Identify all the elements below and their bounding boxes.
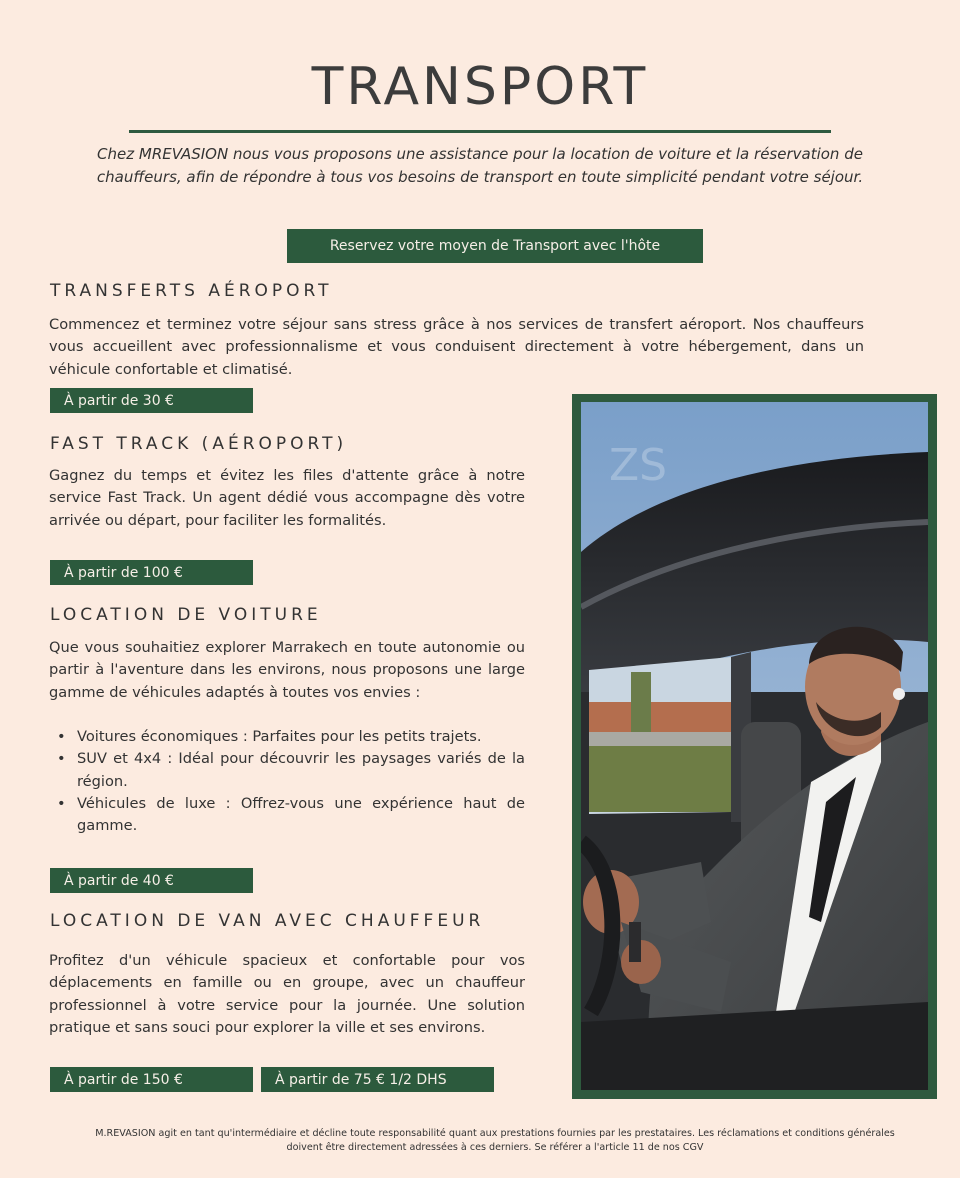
page-title: TRANSPORT — [311, 57, 649, 117]
price-badge-van: À partir de 150 € — [50, 1067, 253, 1092]
photo-watermark: ZS — [609, 440, 668, 491]
chauffeur-photo — [581, 402, 928, 1090]
fast-track-text: Gagnez du temps et évitez les files d'attente grâce à notre service Fast Track. Un agent dédié vous accompagne dès votre arrivée ou départ, pour faciliter les formalités. — [49, 467, 525, 529]
price-badge-fast-track: À partir de 100 € — [50, 560, 253, 585]
heading-car-rental: LOCATION DE VOITURE — [50, 605, 322, 625]
heading-airport-transfers: TRANSFERTS AÉROPORT — [50, 281, 333, 301]
disclaimer-text: M.REVASION agit en tant qu'intermédiaire et décline toute responsabilité quant aux prestations fournies par les prestataires. Les réclamations et conditions générales doivent être directement adressées à ces derniers. Se référer a l'article 11 de nos CGV — [95, 1128, 895, 1153]
price-badge-car-rental: À partir de 40 € — [50, 868, 253, 893]
price-badge-van-half-day: À partir de 75 € 1/2 DHS — [261, 1067, 494, 1092]
heading-van-rental: LOCATION DE VAN AVEC CHAUFFEUR — [50, 911, 485, 931]
airport-transfers-text: Commencez et terminez votre séjour sans stress grâce à nos services de transfert aéroport. Nos chauffeurs vous accueillent avec professionnalisme et vous conduisent directement à votre hébergement, dans un véhicule confortable et climatisé. — [49, 316, 864, 378]
car-rental-text: Que vous souhaitiez explorer Marrakech en toute autonomie ou partir à l'aventure dans les environs, nous proposons une large gamme de véhicules adaptés à toutes vos envies : — [49, 639, 525, 701]
van-rental-text: Profitez d'un véhicule spacieux et confortable pour vos déplacements en famille ou en groupe, avec un chauffeur professionnel à votre service pour la journée. Une solution pratique et sans souci pour explorer la ville et ses environs. — [49, 952, 525, 1036]
car-rental-options — [49, 726, 525, 837]
list-item: • SUV et 4x4 : Idéal pour découvrir les paysages variés de la région. — [49, 748, 525, 793]
list-item: • Véhicules de luxe : Offrez-vous une expérience haut de gamme. — [49, 793, 525, 838]
reserve-transport-button[interactable]: Reservez votre moyen de Transport avec l'hôte — [287, 229, 703, 263]
list-item: • Voitures économiques : Parfaites pour les petits trajets. — [49, 726, 525, 748]
heading-fast-track: FAST TRACK (AÉROPORT) — [50, 434, 348, 454]
price-badge-airport: À partir de 30 € — [50, 388, 253, 413]
intro-text: Chez MREVASION nous vous proposons une assistance pour la location de voiture et la réservation de chauffeurs, afin de répondre à tous vos besoins de transport en toute simplicité pendant votre séjour. — [96, 145, 864, 186]
title-divider — [129, 130, 831, 133]
